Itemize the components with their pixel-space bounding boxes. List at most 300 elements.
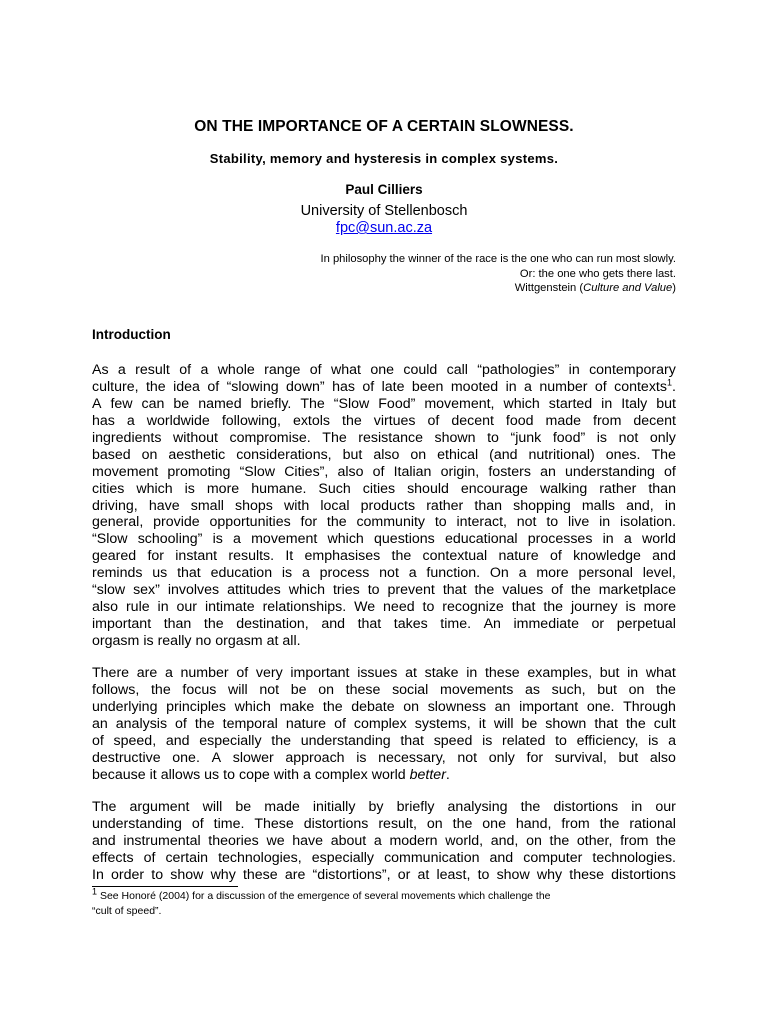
word: ones. bbox=[605, 446, 641, 463]
word: “Slow bbox=[333, 395, 370, 412]
word: on bbox=[426, 815, 443, 832]
word: cope bbox=[239, 766, 270, 783]
word: humane. bbox=[251, 480, 307, 497]
word: Through bbox=[623, 698, 676, 715]
word: rational bbox=[629, 815, 676, 832]
word: a bbox=[373, 832, 382, 849]
word: the bbox=[271, 732, 291, 749]
word: been bbox=[411, 378, 444, 395]
word: isolation. bbox=[619, 514, 676, 531]
word: in bbox=[157, 599, 169, 616]
word: shopping bbox=[513, 497, 571, 514]
word: by bbox=[368, 799, 384, 815]
word: from bbox=[561, 815, 590, 832]
word: takes bbox=[393, 616, 428, 633]
text-line bbox=[92, 464, 676, 481]
word: technologies. bbox=[592, 849, 676, 866]
word: than bbox=[648, 480, 676, 497]
word: Cities”, bbox=[284, 463, 329, 480]
word: on bbox=[403, 698, 420, 715]
text-line bbox=[92, 599, 676, 616]
word: our bbox=[655, 799, 676, 815]
word: for bbox=[300, 514, 318, 531]
word: from bbox=[593, 412, 622, 429]
word: a bbox=[301, 565, 310, 582]
word: least, bbox=[436, 866, 471, 883]
word: There bbox=[92, 665, 130, 681]
word: it bbox=[149, 766, 157, 783]
word: of bbox=[207, 378, 220, 395]
word: provide bbox=[153, 514, 200, 531]
paragraph bbox=[92, 362, 676, 650]
word: virtues bbox=[373, 412, 416, 429]
word: shown bbox=[434, 429, 476, 446]
word: values bbox=[502, 582, 544, 599]
word: prevent bbox=[387, 582, 435, 599]
word: the bbox=[203, 616, 224, 633]
word: “distortions”, bbox=[312, 866, 391, 883]
word: products bbox=[360, 497, 416, 514]
word: aesthetic bbox=[168, 446, 226, 463]
word: not bbox=[457, 749, 478, 766]
word: is bbox=[281, 565, 293, 582]
emphasized-word: better. bbox=[409, 766, 450, 783]
word: of bbox=[334, 715, 346, 732]
word: and bbox=[321, 616, 345, 633]
word: rather bbox=[426, 497, 464, 514]
epigraph bbox=[92, 252, 676, 296]
word: emphasises bbox=[304, 548, 381, 565]
word: but bbox=[342, 446, 363, 463]
word: but bbox=[656, 395, 676, 412]
word: a bbox=[117, 362, 126, 378]
word: is bbox=[212, 531, 223, 548]
word: need bbox=[383, 599, 415, 616]
word: also bbox=[373, 446, 400, 463]
word: the bbox=[549, 832, 570, 849]
word: education bbox=[210, 565, 273, 582]
text-line bbox=[92, 616, 676, 633]
word: considerations, bbox=[236, 446, 332, 463]
word: but bbox=[597, 681, 617, 698]
word: that bbox=[511, 599, 536, 616]
word: perpetual bbox=[616, 616, 676, 633]
word: These bbox=[254, 815, 294, 832]
word: personal bbox=[578, 565, 633, 582]
section-heading: Introduction bbox=[92, 327, 171, 342]
text-line bbox=[92, 531, 676, 548]
word: about bbox=[330, 832, 367, 849]
word: social bbox=[392, 681, 429, 698]
word: A bbox=[92, 395, 102, 412]
word: has bbox=[92, 412, 115, 429]
word: time. bbox=[440, 616, 472, 633]
word: movement bbox=[251, 531, 318, 548]
word: world, bbox=[445, 832, 484, 849]
word: of bbox=[664, 463, 676, 480]
word: small bbox=[190, 497, 224, 514]
word: geared bbox=[92, 548, 137, 565]
word: these bbox=[345, 681, 381, 698]
word: than bbox=[163, 616, 192, 633]
word: that bbox=[400, 732, 424, 749]
word: down” bbox=[286, 378, 325, 395]
word: in bbox=[505, 378, 517, 395]
word: fosters bbox=[488, 463, 531, 480]
attribution-prefix: Wittgenstein ( bbox=[514, 282, 584, 294]
word: will bbox=[202, 799, 223, 815]
word: of bbox=[143, 849, 156, 866]
word: understanding bbox=[564, 463, 655, 480]
word: to bbox=[434, 514, 447, 531]
text-line bbox=[92, 379, 676, 396]
word: late bbox=[381, 378, 405, 395]
word: named bbox=[198, 395, 242, 412]
word: without bbox=[172, 429, 218, 446]
word: survival, bbox=[554, 749, 607, 766]
word: of bbox=[191, 815, 204, 832]
word: result bbox=[135, 362, 170, 378]
text-line bbox=[92, 867, 676, 884]
word: a bbox=[408, 565, 417, 582]
email-link[interactable]: fpc@sun.ac.za bbox=[335, 220, 433, 236]
word: the bbox=[656, 832, 676, 849]
word: the bbox=[322, 698, 343, 715]
word: attitudes bbox=[227, 582, 281, 599]
word: a bbox=[233, 531, 241, 548]
word: could bbox=[403, 362, 438, 378]
text-line bbox=[92, 750, 676, 767]
word: of bbox=[594, 378, 607, 395]
epigraph-attribution bbox=[92, 281, 676, 296]
epigraph-line: In philosophy the winner of the race is the one who can run most slowly. bbox=[320, 253, 676, 265]
word: general, bbox=[92, 514, 144, 531]
word: cult bbox=[653, 715, 676, 732]
word: than bbox=[474, 497, 503, 514]
word: Italy bbox=[621, 395, 648, 412]
word: all. bbox=[282, 633, 301, 649]
word: and bbox=[652, 548, 676, 565]
word: important bbox=[290, 665, 350, 681]
word: “slowing bbox=[226, 378, 279, 395]
word: also bbox=[649, 749, 676, 766]
word: of bbox=[92, 732, 104, 749]
word: one bbox=[370, 362, 394, 378]
attribution-work: Culture and Value bbox=[583, 282, 673, 294]
word: in bbox=[599, 514, 611, 531]
word: destructive bbox=[92, 749, 161, 766]
author-name: Paul Cilliers bbox=[345, 182, 423, 197]
text-line bbox=[92, 430, 676, 447]
word: debate bbox=[351, 698, 395, 715]
word: is bbox=[596, 429, 607, 446]
word: decent bbox=[451, 412, 494, 429]
word: of bbox=[179, 362, 192, 378]
word: a bbox=[126, 412, 135, 429]
word: to bbox=[223, 766, 235, 783]
word: which bbox=[136, 480, 173, 497]
word: An bbox=[483, 616, 501, 633]
word: not bbox=[379, 565, 399, 582]
word: for bbox=[526, 749, 544, 766]
text-line bbox=[92, 362, 676, 379]
word: us bbox=[204, 766, 220, 783]
word: driving, bbox=[92, 497, 138, 514]
word: promoting bbox=[167, 463, 231, 480]
word: in bbox=[664, 497, 676, 514]
word: briefly bbox=[396, 799, 435, 815]
word: number bbox=[180, 665, 229, 681]
word: are bbox=[284, 866, 306, 883]
word: walking bbox=[539, 480, 588, 497]
text-line bbox=[92, 514, 676, 531]
word: such, bbox=[551, 681, 586, 698]
word: why bbox=[210, 866, 236, 883]
word: that bbox=[442, 582, 467, 599]
word: a bbox=[164, 665, 173, 681]
word: computer bbox=[523, 849, 583, 866]
word: on bbox=[318, 681, 334, 698]
word: The bbox=[92, 799, 117, 815]
word: As bbox=[92, 362, 109, 378]
word: speed bbox=[433, 732, 473, 749]
word: We bbox=[354, 599, 376, 616]
word: A bbox=[211, 749, 222, 766]
word: culture, bbox=[92, 378, 139, 395]
word: sex” bbox=[133, 582, 160, 599]
word: the bbox=[150, 681, 171, 698]
word: slower bbox=[232, 749, 274, 766]
word: the bbox=[625, 715, 646, 732]
word: questions bbox=[374, 531, 435, 548]
word: the bbox=[452, 815, 473, 832]
word: intimate bbox=[204, 599, 255, 616]
word: underlying bbox=[92, 698, 158, 715]
word: is bbox=[625, 599, 636, 616]
word: focus bbox=[182, 681, 217, 698]
word: result, bbox=[378, 815, 417, 832]
word: a bbox=[518, 565, 527, 582]
word: journey bbox=[571, 599, 618, 616]
footnote-line bbox=[92, 886, 676, 904]
word: but bbox=[599, 665, 620, 681]
word: worldwide bbox=[146, 412, 210, 429]
word: will bbox=[493, 715, 514, 732]
word: of bbox=[362, 378, 375, 395]
word: the bbox=[342, 412, 362, 429]
footnote bbox=[92, 886, 676, 919]
word: these bbox=[242, 866, 278, 883]
word: call bbox=[446, 362, 468, 378]
word: show bbox=[496, 866, 530, 883]
word: the bbox=[145, 378, 166, 395]
word: (and bbox=[489, 446, 518, 463]
paragraph bbox=[92, 799, 676, 884]
word: the bbox=[194, 715, 215, 732]
word: be bbox=[235, 799, 252, 815]
word: of bbox=[551, 582, 564, 599]
word: also bbox=[92, 599, 119, 616]
word: are bbox=[136, 665, 158, 681]
word: one bbox=[482, 815, 506, 832]
word: and bbox=[92, 832, 116, 849]
word: technologies, bbox=[218, 849, 302, 866]
word: in bbox=[568, 362, 580, 378]
footnote-line: “cult of speed”. bbox=[92, 905, 162, 917]
word: the bbox=[543, 599, 564, 616]
word: no bbox=[195, 633, 212, 649]
word: a bbox=[200, 362, 209, 378]
word: more bbox=[536, 565, 569, 582]
word: or bbox=[397, 866, 411, 883]
word: The bbox=[651, 446, 676, 463]
word: theories bbox=[208, 832, 259, 849]
word: following, bbox=[221, 412, 281, 429]
author-affiliation: University of Stellenbosch bbox=[300, 203, 468, 219]
word: important bbox=[519, 698, 579, 715]
text-line bbox=[92, 582, 676, 599]
text-line bbox=[92, 548, 676, 565]
word: The bbox=[322, 429, 347, 446]
text-line bbox=[92, 481, 676, 498]
word: at bbox=[266, 633, 279, 649]
word: Food” bbox=[378, 395, 416, 412]
text-line bbox=[92, 665, 676, 682]
word: efficiency, bbox=[576, 732, 639, 749]
word: to bbox=[555, 732, 567, 749]
text-line bbox=[92, 447, 676, 464]
word: movement bbox=[92, 463, 159, 480]
word: not bbox=[259, 681, 280, 698]
word: especially bbox=[311, 849, 375, 866]
paper-subtitle: Stability, memory and hysteresis in complex systems. bbox=[209, 151, 559, 166]
word: have bbox=[292, 832, 324, 849]
word: rather bbox=[599, 480, 637, 497]
word: is bbox=[482, 732, 493, 749]
text-line bbox=[92, 833, 676, 850]
word: stake bbox=[424, 665, 459, 681]
word: temporal bbox=[222, 715, 278, 732]
word: on bbox=[410, 446, 427, 463]
word: initially bbox=[312, 799, 356, 815]
word: cities bbox=[362, 480, 396, 497]
word: decent bbox=[633, 412, 676, 429]
text-line bbox=[92, 498, 676, 515]
word: and, bbox=[626, 497, 654, 514]
word: only bbox=[488, 749, 515, 766]
word: food” bbox=[552, 429, 586, 446]
word: with bbox=[273, 766, 299, 783]
word: It bbox=[285, 548, 294, 565]
word: orgasm bbox=[215, 633, 263, 649]
word: follows, bbox=[92, 681, 140, 698]
text-line bbox=[92, 767, 676, 784]
word: the bbox=[520, 799, 541, 815]
word: few bbox=[110, 395, 133, 412]
word: understanding bbox=[92, 815, 182, 832]
word: show bbox=[170, 866, 204, 883]
text-line bbox=[92, 633, 676, 650]
word: recognize bbox=[442, 599, 504, 616]
word: has bbox=[332, 378, 355, 395]
word: analysing bbox=[447, 799, 508, 815]
word: should bbox=[407, 480, 449, 497]
author-email bbox=[92, 220, 676, 236]
text-line bbox=[92, 799, 676, 816]
word: is bbox=[143, 633, 154, 649]
word: “junk bbox=[510, 429, 542, 446]
word: “slow bbox=[92, 582, 126, 599]
word: nature bbox=[285, 715, 327, 732]
word: understanding bbox=[300, 732, 391, 749]
text-line bbox=[92, 716, 676, 733]
word: order bbox=[111, 866, 145, 883]
word: very bbox=[255, 665, 283, 681]
word: be bbox=[290, 681, 307, 698]
word: contexts$^1$. bbox=[614, 377, 676, 395]
word: one. bbox=[172, 749, 200, 766]
word: educational bbox=[444, 531, 518, 548]
word: relationships. bbox=[262, 599, 347, 616]
word: on bbox=[526, 832, 542, 849]
word: in bbox=[627, 665, 639, 681]
word: idea bbox=[173, 378, 200, 395]
word: extols bbox=[292, 412, 331, 429]
word: function. bbox=[426, 565, 481, 582]
word: which bbox=[288, 582, 325, 599]
word: especially bbox=[199, 732, 262, 749]
word: the bbox=[391, 548, 412, 565]
word: a bbox=[668, 732, 676, 749]
word: to bbox=[487, 429, 499, 446]
word: destination, bbox=[236, 616, 309, 633]
word: our bbox=[176, 599, 198, 616]
word: the bbox=[570, 582, 591, 599]
word: systems, bbox=[414, 715, 471, 732]
word: range bbox=[264, 362, 301, 378]
word: a bbox=[623, 531, 632, 548]
word: speed, bbox=[113, 732, 157, 749]
word: movement, bbox=[424, 395, 495, 412]
word: can bbox=[141, 395, 165, 412]
word: involves bbox=[167, 582, 220, 599]
word: hand, bbox=[515, 815, 552, 832]
paper-title: ON THE IMPORTANCE OF A CERTAIN SLOWNESS. bbox=[194, 118, 574, 135]
text-line bbox=[92, 413, 676, 430]
word: make bbox=[279, 698, 315, 715]
word: certain bbox=[165, 849, 209, 866]
word: origin, bbox=[440, 463, 480, 480]
word: the bbox=[326, 514, 347, 531]
word: mooted bbox=[450, 378, 499, 395]
word: why bbox=[536, 866, 563, 883]
word: contextual bbox=[422, 548, 488, 565]
word: ingredients bbox=[92, 429, 162, 446]
word: also bbox=[337, 463, 364, 480]
word: “Slow bbox=[92, 531, 128, 548]
word: made bbox=[264, 799, 300, 815]
word: tries bbox=[332, 582, 360, 599]
word: world bbox=[641, 531, 676, 548]
word: of bbox=[309, 362, 322, 378]
word: principles bbox=[166, 698, 227, 715]
word: The bbox=[300, 395, 325, 412]
footnote-reference[interactable]: 1 bbox=[666, 377, 672, 388]
word: or bbox=[591, 616, 605, 633]
epigraph-line: Or: the one who gets there last. bbox=[519, 267, 676, 280]
word: cities bbox=[92, 480, 125, 497]
word: complex bbox=[314, 766, 368, 783]
